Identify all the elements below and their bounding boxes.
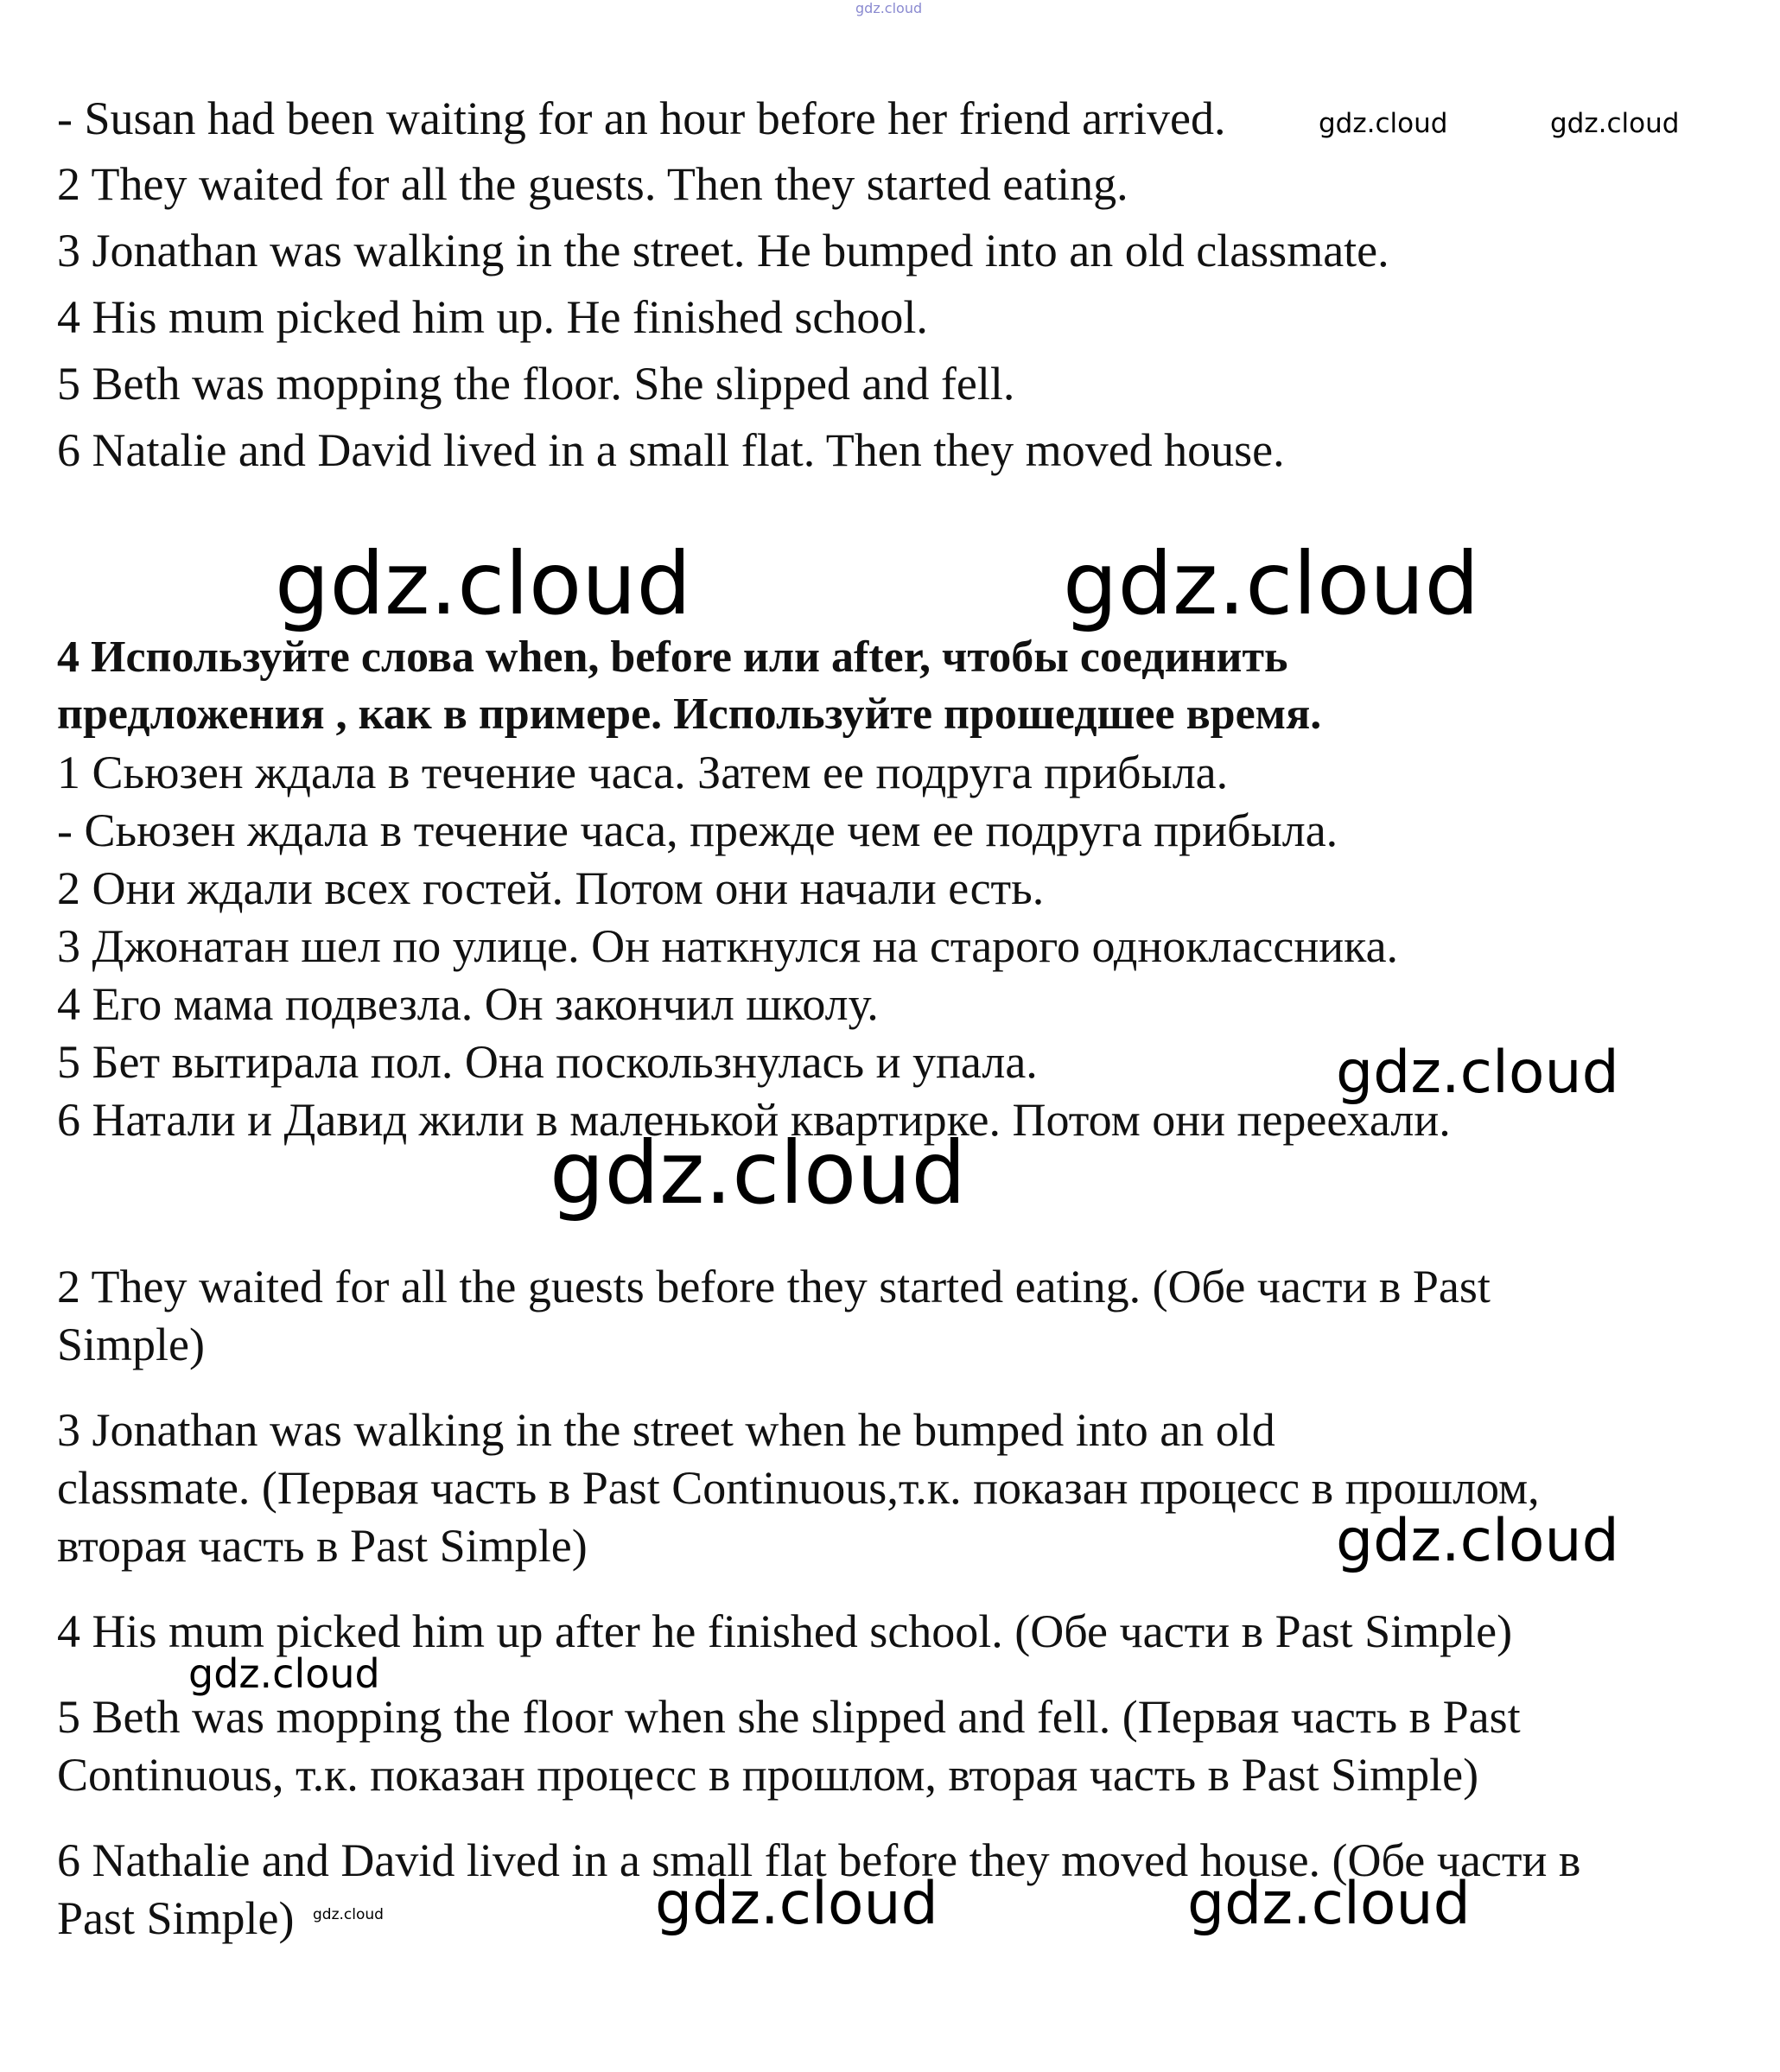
answer-line: 4 His mum picked him up after he finished school. (Обе части в Past Simple) (57, 1605, 1513, 1657)
watermark: gdz.cloud (1336, 1507, 1619, 1575)
exercise-line-ru: 6 Натали и Давид жили в маленькой квартирке. Потом они переехали. (57, 1094, 1451, 1146)
watermark: gdz.cloud (1187, 1870, 1471, 1938)
answer-line: Past Simple) (57, 1892, 295, 1944)
watermark: gdz.cloud (313, 1906, 384, 1923)
watermark-top: gdz.cloud (855, 0, 923, 16)
watermark: gdz.cloud (275, 533, 692, 634)
exercise-line-en: 2 They waited for all the guests. Then they started eating. (57, 158, 1128, 210)
answer-line: 5 Beth was mopping the floor when she slipped and fell. (Первая часть в Past (57, 1691, 1521, 1743)
exercise-line-en: - Susan had been waiting for an hour before her friend arrived. (57, 92, 1226, 144)
watermark: gdz.cloud (1550, 108, 1680, 139)
answer-line: classmate. (Первая часть в Past Continuous,т.к. показан процесс в прошлом, (57, 1462, 1540, 1514)
watermark: gdz.cloud (188, 1650, 380, 1697)
exercise-line-ru: 5 Бет вытирала пол. Она поскользнулась и упала. (57, 1036, 1038, 1088)
answer-line: 3 Jonathan was walking in the street when he bumped into an old (57, 1404, 1275, 1456)
answer-line: Simple) (57, 1319, 205, 1370)
watermark: gdz.cloud (1319, 108, 1448, 139)
answer-line: Continuous, т.к. показан процесс в прошлом, вторая часть в Past Simple) (57, 1749, 1479, 1801)
answer-line: 2 They waited for all the guests before they started eating. (Обе части в Past (57, 1261, 1491, 1312)
exercise-line-ru: 2 Они ждали всех гостей. Потом они начали есть. (57, 862, 1045, 914)
task-heading-line: 4 Используйте слова when, before или after, чтобы соединить (57, 632, 1288, 682)
answer-line: 6 Nathalie and David lived in a small flat before they moved house. (Обе части в (57, 1834, 1581, 1886)
exercise-line-ru: 3 Джонатан шел по улице. Он наткнулся на старого одноклассника. (57, 920, 1399, 972)
watermark: gdz.cloud (1063, 533, 1480, 634)
watermark: gdz.cloud (655, 1870, 938, 1938)
exercise-line-en: 5 Beth was mopping the floor. She slipped and fell. (57, 358, 1015, 410)
watermark: gdz.cloud (550, 1122, 967, 1223)
exercise-line-en: 4 His mum picked him up. He finished school. (57, 291, 928, 343)
answer-line: вторая часть в Past Simple) (57, 1520, 588, 1572)
exercise-line-en: 3 Jonathan was walking in the street. He bumped into an old classmate. (57, 225, 1389, 276)
exercise-line-ru: 1 Сьюзен ждала в течение часа. Затем ее подруга прибыла. (57, 747, 1229, 798)
exercise-line-ru: 4 Его мама подвезла. Он закончил школу. (57, 978, 879, 1030)
task-heading-line: предложения , как в примере. Используйте прошедшее время. (57, 690, 1322, 739)
watermark: gdz.cloud (1336, 1039, 1619, 1107)
exercise-line-en: 6 Natalie and David lived in a small flat. Then they moved house. (57, 424, 1285, 476)
exercise-line-ru: - Сьюзен ждала в течение часа, прежде чем ее подруга прибыла. (57, 804, 1338, 856)
